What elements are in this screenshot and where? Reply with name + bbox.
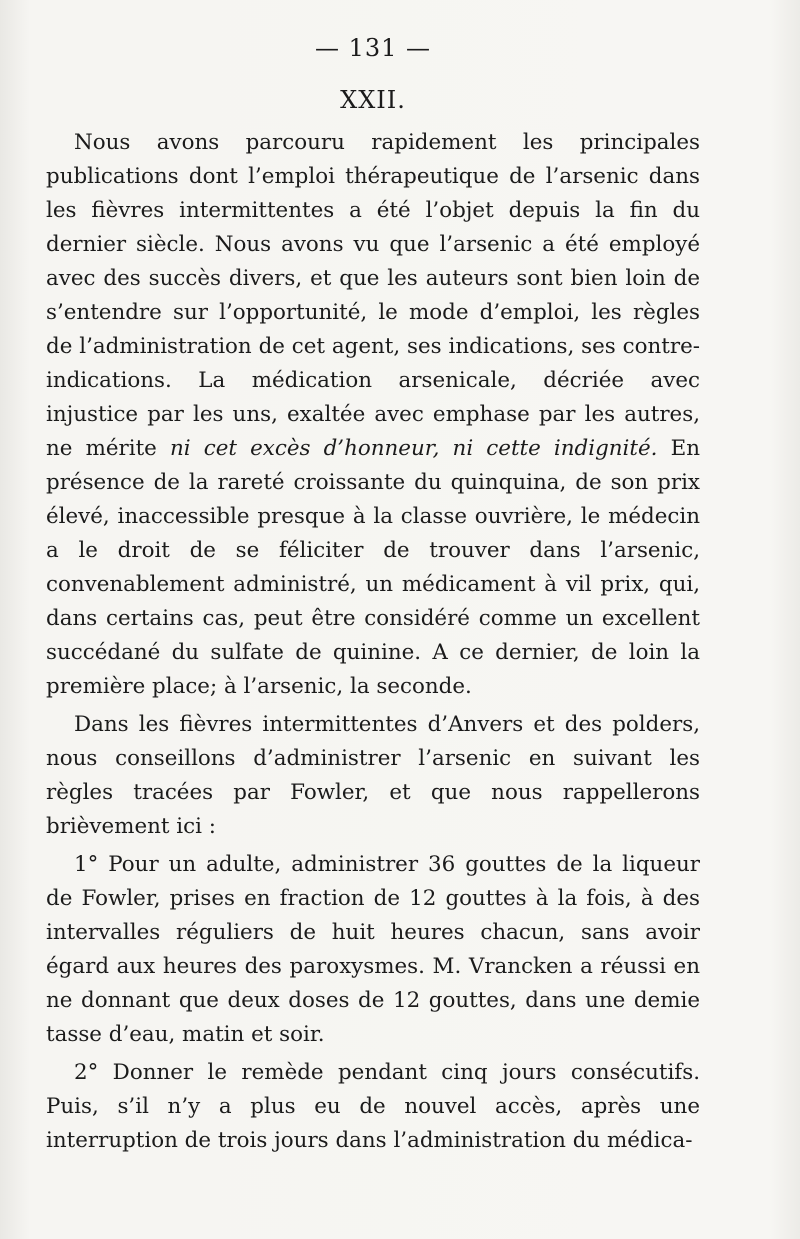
page-number: — 131 — [314,34,432,62]
paragraph-1 [46,126,700,704]
paragraph-1-text-end: En présence de la rareté croissante du quinquina, de son prix élevé, inaccessible presque à la classe ouvrière, le médecin a le droit de se féliciter de trouver dans l’arsenic, convenablement administré, un médicament à vil prix, qui, dans certains cas, peut être considéré comme un excellent succédané du sulfate de quinine. A ce dernier, de loin la première place; à l’arsenic, la seconde. [46,436,700,699]
section-title: XXII. [340,86,406,114]
paragraph-2: Dans les fièvres intermittentes d’Anvers et des polders, nous conseillons d’administrer l’arsenic en suivant les règles tracées par Fowler, et que nous rappellerons brièvement ici : [46,712,700,839]
paragraph-1-italic-quote: ni cet excès d’honneur, ni cette indignité. [169,436,658,461]
paragraph-1-text-start: Nous avons parcouru rapidement les principales publications dont l’emploi thérapeutique de l’arsenic dans les fièvres intermittentes a été l’objet depuis la fin du dernier siècle. Nous avons vu que l’arsenic a été employé avec des succès divers, et que les auteurs sont bien loin de s’entendre sur l’opportunité, le mode d’emploi, les règles de l’administration de cet agent, ses indications, ses contre-indications. La médication arsenicale, décriée avec injustice par les uns, exaltée avec emphase par les autres, ne mérite [46,130,700,461]
page-content [46,34,700,1162]
paragraph-3: 1° Pour un adulte, administrer 36 gouttes de la liqueur de Fowler, prises en fraction de 12 gouttes à la fois, à des intervalles réguliers de huit heures chacun, sans avoir égard aux heures des paroxysmes. M. Vrancken a réussi en ne donnant que deux doses de 12 gouttes, dans une demie tasse d’eau, matin et soir. [46,852,700,1047]
paragraph-4: 2° Donner le remède pendant cinq jours consécutifs. Puis, s’il n’y a plus eu de nouvel accès, après une interruption de trois jours dans l’administration du médica- [46,1060,700,1153]
